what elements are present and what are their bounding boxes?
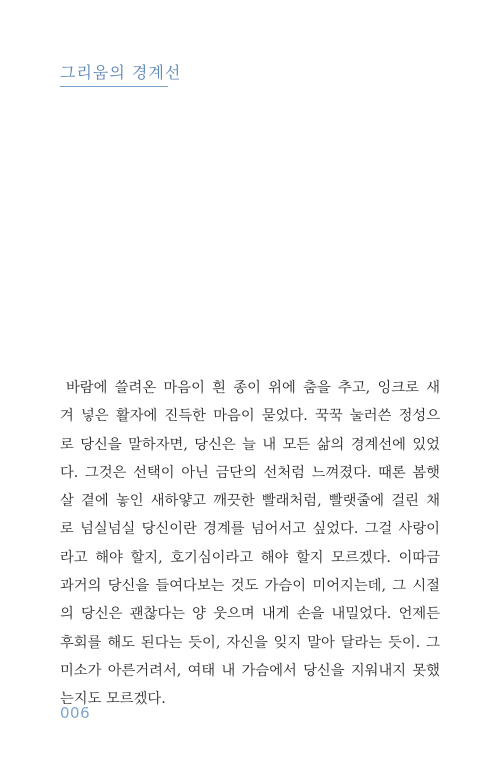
body-line: 로 넘실넘실 당신이란 경계를 넘어서고 싶었다. 그걸 사랑이 [60, 521, 440, 538]
body-line: 후회를 해도 된다는 듯이, 자신을 잊지 말아 달라는 듯이. 그 [60, 634, 440, 651]
body-line: 살 곁에 놓인 새하얗고 깨끗한 빨래처럼, 빨랫줄에 걸린 채 [60, 493, 440, 510]
chapter-title: 그리움의 경계선 [60, 63, 182, 82]
body-line: 는지도 모르겠다. [60, 691, 166, 708]
body-paragraph [60, 374, 440, 714]
body-line: 라고 해야 할지, 호기심이라고 해야 할지 모르겠다. 이따금 [60, 549, 440, 566]
page-number: 006 [60, 704, 91, 722]
body-line: 미소가 아른거려서, 여태 내 가슴에서 당신을 지워내지 못했 [60, 662, 440, 679]
chapter-title-underline [60, 86, 168, 87]
body-line: 바람에 쓸려온 마음이 흰 종이 위에 춤을 추고, 잉크로 새 [66, 380, 440, 396]
body-line: 겨 넣은 활자에 진득한 마음이 묻었다. 꾹꾹 눌러쓴 정성으 [60, 408, 440, 425]
body-line: 다. 그것은 선택이 아닌 금단의 선처럼 느껴졌다. 때론 봄햇 [60, 464, 440, 481]
body-line: 과거의 당신을 들여다보는 것도 가슴이 미어지는데, 그 시절 [60, 578, 440, 595]
body-line: 의 당신은 괜찮다는 양 웃으며 내게 손을 내밀었다. 언제든 [60, 606, 440, 623]
body-line: 로 당신을 말하자면, 당신은 늘 내 모든 삶의 경계선에 있었 [60, 436, 440, 453]
